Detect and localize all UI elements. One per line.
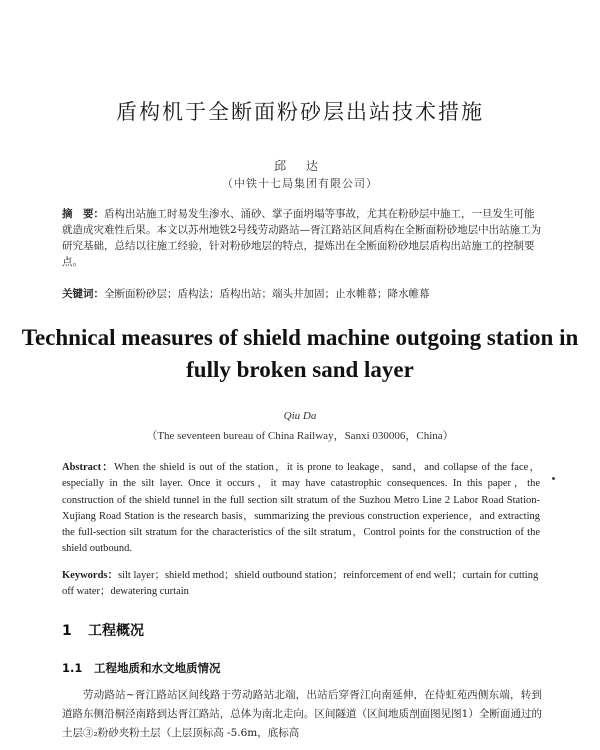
chinese-keywords-text: 全断面粉砂层；盾构法；盾构出站；端头井加固；止水帷幕；降水帷幕: [104, 288, 430, 300]
chinese-abstract: [62, 206, 542, 270]
section-1-number: 1: [62, 623, 72, 639]
chinese-abstract-text: 盾构出站施工时易发生渗水、涌砂、掌子面坍塌等事故，尤其在粉砂层中施工，一旦发生可能就造成灾难性后果。本文以苏州地铁2号线劳动路站—胥江路站区间盾构在全断面粉砂地层中出站施工为研究基础，总结以往施工经验，针对粉砂地层的特点，提炼出在全断面粉砂地层盾构出站施工的控制要点。: [62, 208, 542, 268]
english-abstract: [62, 460, 540, 558]
section-1-1-number: 1.1: [62, 661, 83, 675]
chinese-keywords-label: 关键词：: [62, 288, 104, 300]
section-1-heading: [62, 620, 144, 640]
english-title: Technical measures of shield machine outgoing station in fully broken sand layer: [21, 325, 579, 382]
section-1-1-title: 工程地质和水文地质情况: [94, 661, 221, 675]
english-abstract-label: Abstract：: [62, 462, 115, 473]
english-affiliation: （The seventeen bureau of China Railway，Sanxi 030006，China）: [146, 430, 454, 442]
section-1-1-heading: [62, 660, 221, 676]
chinese-author: 邱 达: [274, 159, 326, 173]
margin-dot: [552, 477, 555, 480]
body-paragraph: 劳动路站~胥江路站区间线路于劳动路站北端，出站后穿胥江向南延伸，在侍虹苑西侧东端，转到道路东侧沿桐泾南路到达胥江路站，总体为南北走向。区间隧道（区间地质剖面图见图1）全断面通过的土层③₂粉砂夹粉土层（上层顶标高 -5.6m，底标高: [62, 689, 542, 739]
chinese-title: 盾构机于全断面粉砂层出站技术措施: [116, 100, 484, 124]
english-keywords-label: Keywords：: [62, 570, 118, 581]
english-keywords: [62, 568, 540, 601]
english-abstract-text: When the shield is out of the station，it is prone to leakage，sand，and collapse of the face，especially in the silt layer. Once it occurs，it may have catastrophic consequences. In this paper，the construction of the shield tunnel in the full section silt stratum of the Suzhou Metro Line 2 Labor Road Station-Xujiang Road Station is the research basis，summarizing the previous construction experience，and extracting the full-section silt stratum for the characteristics of the silt stratum，Control points for the construction of the shield outbound.: [62, 462, 540, 555]
chinese-affiliation: （中铁十七局集团有限公司）: [222, 177, 378, 190]
chinese-keywords: [62, 286, 542, 302]
english-keywords-text: silt layer；shield method；shield outbound station；reinforcement of end well；curtain for cutting off water；dewatering curtain: [62, 570, 539, 598]
english-author: Qiu Da: [283, 410, 317, 422]
section-1-title: 工程概况: [88, 623, 144, 639]
chinese-abstract-label: 摘 要：: [62, 208, 104, 220]
